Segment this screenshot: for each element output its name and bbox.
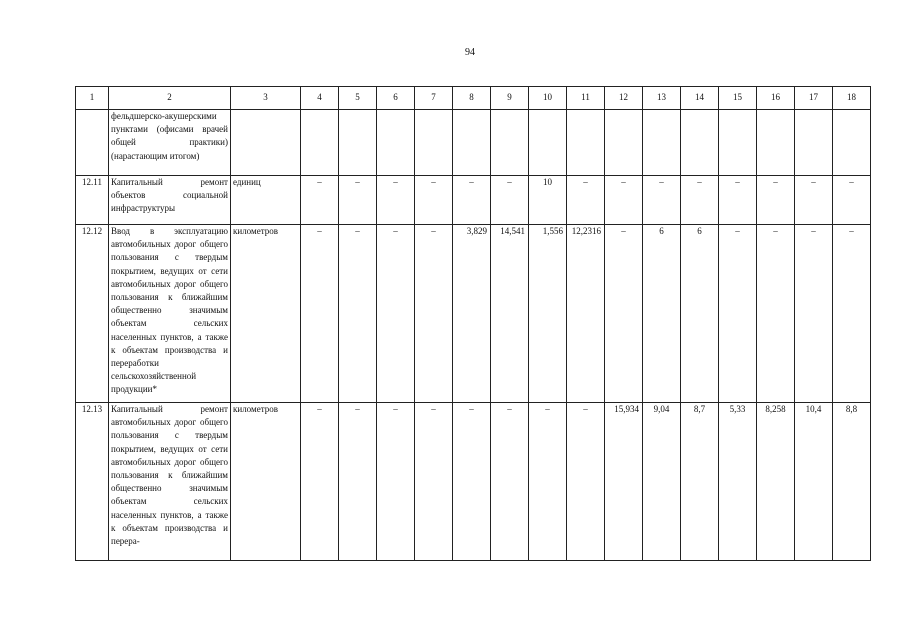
col-header: 11: [567, 87, 605, 110]
row-value: –: [415, 176, 453, 225]
row-value: –: [415, 403, 453, 561]
row-value: –: [301, 176, 339, 225]
row-unit: [231, 110, 301, 176]
col-header: 18: [833, 87, 871, 110]
row-value: 8,8: [833, 403, 871, 561]
row-value: 3,829: [453, 225, 491, 403]
row-value: [301, 110, 339, 176]
row-unit: километров: [231, 403, 301, 561]
row-value: 8,7: [681, 403, 719, 561]
row-value: 15,934: [605, 403, 643, 561]
row-value: 10: [529, 176, 567, 225]
row-value: [567, 110, 605, 176]
row-value: –: [529, 403, 567, 561]
row-value: –: [719, 176, 757, 225]
row-value: 6: [681, 225, 719, 403]
row-value: 14,541: [491, 225, 529, 403]
row-value: 1,556: [529, 225, 567, 403]
col-header: 14: [681, 87, 719, 110]
col-header: 1: [76, 87, 109, 110]
row-value: –: [301, 225, 339, 403]
row-value: 9,04: [643, 403, 681, 561]
table-row: [76, 176, 871, 225]
row-value: –: [339, 225, 377, 403]
row-value: –: [491, 176, 529, 225]
row-value: [681, 110, 719, 176]
row-value: –: [339, 403, 377, 561]
row-value: –: [795, 176, 833, 225]
col-header: 15: [719, 87, 757, 110]
row-value: [719, 110, 757, 176]
col-header: 10: [529, 87, 567, 110]
row-value: –: [453, 403, 491, 561]
row-value: –: [339, 176, 377, 225]
row-value: [377, 110, 415, 176]
row-value: [453, 110, 491, 176]
indicators-table: [75, 86, 871, 561]
row-value: –: [377, 225, 415, 403]
col-header: 12: [605, 87, 643, 110]
col-header: 4: [301, 87, 339, 110]
row-value: [605, 110, 643, 176]
row-value: 6: [643, 225, 681, 403]
row-value: –: [643, 176, 681, 225]
col-header: 9: [491, 87, 529, 110]
row-value: [491, 110, 529, 176]
row-value: –: [795, 225, 833, 403]
row-value: –: [757, 176, 795, 225]
row-value: –: [453, 176, 491, 225]
row-name: Капитальный ремонт объектов социальной инфраструктуры: [109, 176, 231, 225]
header-row: [76, 87, 871, 110]
page-number: 94: [465, 47, 475, 58]
row-value: –: [301, 403, 339, 561]
row-number: 12.12: [76, 225, 109, 403]
row-value: –: [567, 176, 605, 225]
col-header: 6: [377, 87, 415, 110]
table-row: [76, 403, 871, 561]
col-header: 16: [757, 87, 795, 110]
col-header: 5: [339, 87, 377, 110]
row-value: [643, 110, 681, 176]
row-unit: единиц: [231, 176, 301, 225]
row-value: –: [567, 403, 605, 561]
row-name: фельдшерско-акушерскими пунктами (офисами врачей общей практики) (нарастающим итогом): [109, 110, 231, 176]
row-value: 10,4: [795, 403, 833, 561]
row-value: 5,33: [719, 403, 757, 561]
row-value: [529, 110, 567, 176]
col-header: 3: [231, 87, 301, 110]
col-header: 7: [415, 87, 453, 110]
row-value: –: [377, 176, 415, 225]
col-header: 13: [643, 87, 681, 110]
row-unit: километров: [231, 225, 301, 403]
row-value: [757, 110, 795, 176]
row-number: 12.13: [76, 403, 109, 561]
row-value: –: [605, 176, 643, 225]
row-value: –: [415, 225, 453, 403]
row-value: [833, 110, 871, 176]
table-row: [76, 225, 871, 403]
table-row: [76, 110, 871, 176]
row-value: –: [491, 403, 529, 561]
row-value: –: [681, 176, 719, 225]
row-value: –: [757, 225, 795, 403]
row-number: [76, 110, 109, 176]
row-number: 12.11: [76, 176, 109, 225]
col-header: 8: [453, 87, 491, 110]
row-value: –: [833, 176, 871, 225]
row-value: –: [605, 225, 643, 403]
row-value: [415, 110, 453, 176]
row-value: –: [833, 225, 871, 403]
row-value: –: [377, 403, 415, 561]
col-header: 2: [109, 87, 231, 110]
row-value: [339, 110, 377, 176]
row-value: 8,258: [757, 403, 795, 561]
row-name: Капитальный ремонт автомобильных дорог общего пользования с твердым покрытием, ведущих от сети автомобильных дорог общего пользования к ближайшим общественно значимым объектам сельских населенных пунктов, а также к объектам производства и перера-: [109, 403, 231, 561]
row-value: –: [719, 225, 757, 403]
row-value: [795, 110, 833, 176]
row-value: 12,2316: [567, 225, 605, 403]
col-header: 17: [795, 87, 833, 110]
row-name: Ввод в эксплуатацию автомобильных дорог общего пользования с твердым покрытием, ведущих от сети автомобильных дорог общего пользования к ближайшим общественно значимым объектам сельских населенных пунктов, а также к объектам производства и переработки сельскохозяйственной продукции*: [109, 225, 231, 403]
